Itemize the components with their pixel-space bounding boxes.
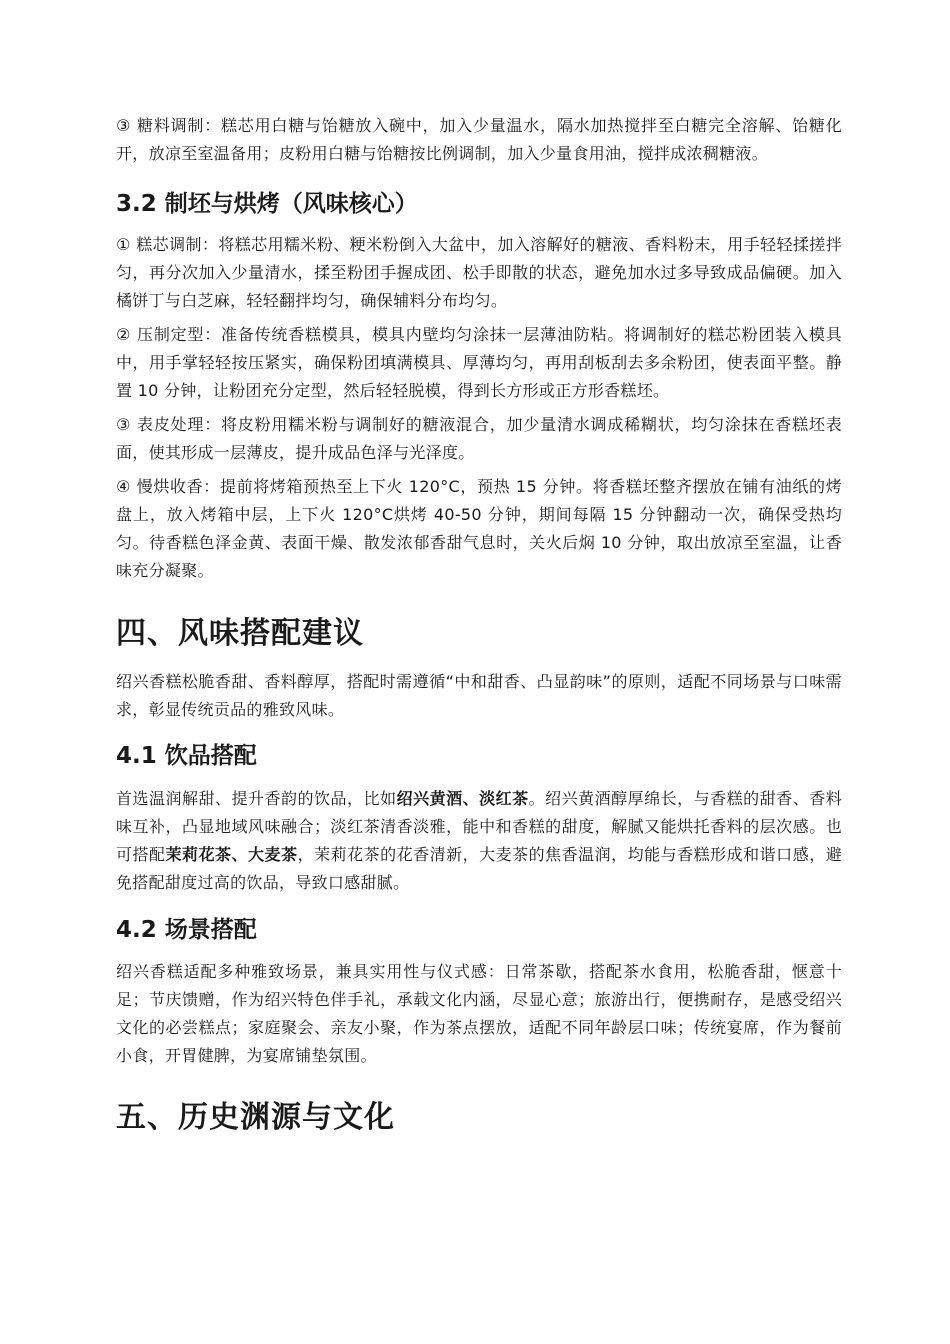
step-surface-treat: ③ 表皮处理：将皮粉用糯米粉与调制好的糖液混合，加少量清水调成稀糊状，均匀涂抹在香糕坯表面，使其形成一层薄皮，提升成品色泽与光泽度。 <box>116 415 842 462</box>
section-3-2-heading: 3.2 制坯与烘烤（风味核心） <box>116 191 418 217</box>
drink-pairing-highlight-2: 茉莉花茶、大麦茶 <box>165 845 298 864</box>
drink-pairing <box>116 785 842 897</box>
step-slow-bake: ④ 慢烘收香：提前将烤箱预热至上下火 120°C，预热 15 分钟。将香糕坯整齐摆放在铺有油纸的烤盘上，放入烤箱中层，上下火 120°C烘烤 40-50 分钟，期间每隔 15 分钟翻动一次，确保受热均匀。待香糕色泽金黄、表面干燥、散发浓郁香甜气息时，关火后焖 10 分钟，取出放凉至室温，让香味充分凝聚。 <box>116 477 842 580</box>
step-core-mix: ① 糕芯调制：将糕芯用糯米粉、粳米粉倒入大盆中，加入溶解好的糖液、香料粉末，用手轻轻揉搓拌匀，再分次加入少量清水，揉至粉团手握成团、松手即散的状态，避免加水过多导致成品偏硬。加入橘饼丁与白芝麻，轻轻翻拌均匀，确保辅料分布均匀。 <box>116 235 842 310</box>
drink-pairing-highlight-1: 绍兴黄酒、淡红茶 <box>396 789 529 808</box>
step-press-shape: ② 压制定型：准备传统香糕模具，模具内壁均匀涂抹一层薄油防粘。将调制好的糕芯粉团装入模具中，用手掌轻轻按压紧实，确保粉团填满模具、厚薄均匀，再用刮板刮去多余粉团，使表面平整。静置 10 分钟，让粉团充分定型，然后轻轻脱模，得到长方形或正方形香糕坯。 <box>116 325 842 400</box>
section-5-heading: 五、历史渊源与文化 <box>116 1100 395 1135</box>
pairing-intro: 绍兴香糕松脆香甜、香料醇厚，搭配时需遵循“中和甜香、凸显韵味”的原则，适配不同场景与口味需求，彰显传统贡品的雅致风味。 <box>116 672 842 719</box>
section-4-heading: 四、风味搭配建议 <box>116 616 364 651</box>
drink-pairing-text-2: 。绍兴黄酒醇厚绵长，与香糕的甜香、香料味互补，凸显地域风味融合；淡红茶清香淡雅，能中和香糕的甜度，解腻又能烘托香料的层次感。也可搭配 <box>116 789 843 864</box>
drink-pairing-text-1: 首选温润解甜、提升香韵的饮品，比如 <box>116 789 397 808</box>
step-sugar-mix: ③ 糖料调制：糕芯用白糖与饴糖放入碗中，加入少量温水，隔水加热搅拌至白糖完全溶解、饴糖化开，放凉至室温备用；皮粉用白糖与饴糖按比例调制，加入少量食用油，搅拌成浓稠糖液。 <box>116 116 842 163</box>
section-4-1-heading: 4.1 饮品搭配 <box>116 743 257 769</box>
drink-pairing-text-3: ，茉莉花茶的花香清新，大麦茶的焦香温润，均能与香糕形成和谐口感，避免搭配甜度过高的饮品，导致口感甜腻。 <box>116 845 842 892</box>
section-4-2-heading: 4.2 场景搭配 <box>116 917 257 943</box>
scene-pairing: 绍兴香糕适配多种雅致场景，兼具实用性与仪式感：日常茶歇，搭配茶水食用，松脆香甜，惬意十足；节庆馈赠，作为绍兴特色伴手礼，承载文化内涵，尽显心意；旅游出行，便携耐存，是感受绍兴文化的必尝糕点；家庭聚会、亲友小聚，作为茶点摆放，适配不同年龄层口味；传统宴席，作为餐前小食，开胃健脾，为宴席铺垫氛围。 <box>116 962 842 1065</box>
document-content <box>116 112 842 1138</box>
